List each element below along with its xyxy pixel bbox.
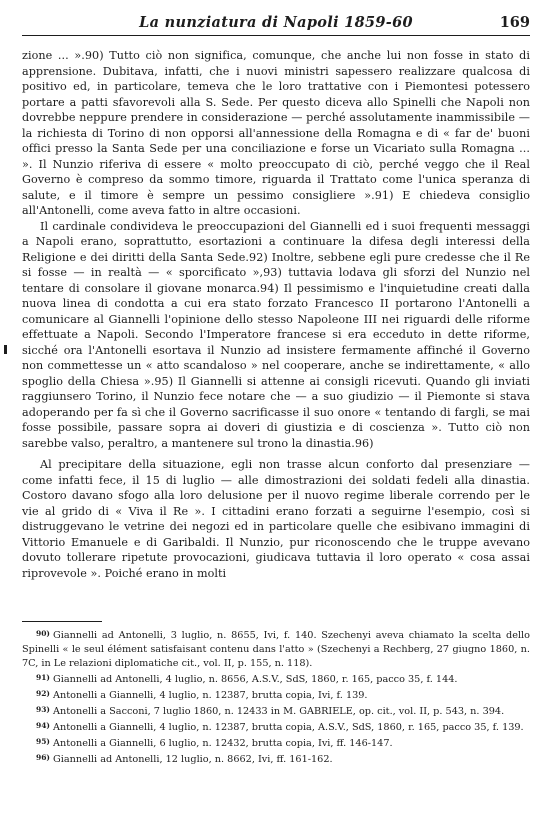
footnote-marker: 90)	[36, 629, 50, 638]
footnote-text: Antonelli a Giannelli, 6 luglio, n. 12432, brutta copia, Ivi, ff. 146-147.	[53, 738, 393, 749]
footnote-marker: 91)	[36, 673, 50, 682]
footnote-text: Antonelli a Giannelli, 4 luglio, n. 12387, brutta copia, A.S.V., SdS, 1860, r. 165, pacco 35, f. 139.	[53, 722, 524, 733]
footnote-marker: 93)	[36, 705, 50, 714]
footnote-rule	[22, 621, 102, 622]
footnote-marker: 94)	[36, 721, 50, 730]
footnote	[22, 671, 530, 687]
footnote-marker: 95)	[36, 737, 50, 746]
paragraph: Il cardinale condivideva le preoccupazioni del Giannelli ed i suoi frequenti messaggi a Napoli erano, soprattutto, esortazioni a continuare la difesa degli interessi della Religione e dei diritti della Santa Sede.92) Inoltre, sebbene egli pure credesse che il Re si fosse — in realtà — « sporcificato »,93) tuttavia lodava gli sforzi del Nunzio nel tentare di consolare il giovane monarca.94) Il pessimismo e l'inquietudine creati dalla nuova linea di condotta a cui era stato forzato Francesco II portarono l'Antonelli a comunicare al Giannelli l'opinione dello stesso Napoleone III nei riguardi delle riforme effettuate a Napoli. Secondo l'Imperatore francese si era ecceduto in dette riforme, sicché ora l'Antonelli esortava il Nunzio ad insistere fermamente affinché il Governo non commettesse un « atto scandaloso » nel cooperare, anche se indirettamente, « allo spoglio della Chiesa ».95) Il Giannelli si attenne ai consigli ricevuti. Quando gli inviati raggiunsero Torino, il Nunzio fece notare che — a suo giudizio — il Piemonte si stava adoperando per fa sì che il Governo sacrificasse il suo onore « tentando di fargli, se mai fosse possibile, passare sopra ai doveri di giustizia e di coscienza ». Tutto ciò non sarebbe valso, peraltro, a mantenere sul trono la dinastia.96)	[22, 219, 530, 450]
footnotes	[22, 627, 530, 767]
paragraph: Al precipitare della situazione, egli non trasse alcun conforto dal presenziare — come infatti fece, il 15 di luglio — alle dimostrazioni dei soldati fedeli alla dinastia. Costoro davano sfogo alla loro delusione per il nuovo regime liberale correndo per le vie al grido di « Viva il Re ». I cittadini erano forzati a seguirne l'esempio, così si distruggevano le vetrine dei negozi ed in particolare quelle che esibivano immagini di Vittorio Emanuele e di Garibaldi. Il Nunzio, pur riconoscendo che le truppe avevano dovuto tollerare ripetute provocazioni, giudicava tuttavia il loro operato « cosa assai riprovevole ». Poiché erano in molti	[22, 458, 530, 580]
footnote-marker: 92)	[36, 689, 50, 698]
footnote	[22, 703, 530, 719]
footnote-text: Antonelli a Sacconi, 7 luglio 1860, n. 12433 in M. GABRIELE, op. cit., vol. II, p. 543, n. 394.	[53, 706, 505, 717]
footnote-marker: 96)	[36, 753, 50, 762]
running-title: La nunziatura di Napoli 1859-60	[139, 14, 413, 31]
footnote	[22, 719, 530, 735]
footnote-text: Antonelli a Giannelli, 4 luglio, n. 12387, brutta copia, Ivi, f. 139.	[53, 690, 368, 701]
footnote-text: Giannelli ad Antonelli, 3 luglio, n. 8655, Ivi, f. 140. Szechenyi aveva chiamato la scelta dello Spinelli « le seul élément satisfaisant contenu dans l'atto » (Szechenyi a Rechberg, 27 giugno 1860, n. 7C, in Le relazioni diplomatiche cit., vol. II, p. 155, n. 118).	[22, 630, 530, 669]
footnote-text: Giannelli ad Antonelli, 12 luglio, n. 8662, Ivi, ff. 161-162.	[53, 754, 333, 765]
footnote-text: Giannelli ad Antonelli, 4 luglio, n. 8656, A.S.V., SdS, 1860, r. 165, pacco 35, f. 144.	[53, 674, 458, 685]
page-number: 169	[499, 14, 530, 31]
footnote	[22, 627, 530, 671]
margin-mark	[4, 345, 7, 354]
footnote	[22, 687, 530, 703]
footnote	[22, 751, 530, 767]
paragraph: zione ... ».90) Tutto ciò non significa, comunque, che anche lui non fosse in stato di apprensione. Dubitava, infatti, che i nuovi ministri sapessero realizzare qualcosa di positivo ed, in particolare, temeva che le loro trattative con i Piemontesi potessero portare a patti sfavorevoli alla S. Sede. Per questo diceva allo Spinelli che Napoli non dovrebbe neppure prendere in considerazione — perché assolutamente inammissibile — la richiesta di Torino di non opporsi all'annessione della Romagna e di « far de' buoni offici presso la Santa Sede per una conciliazione e forse un Vicariato sulla Romagna ... ». Il Nunzio riferiva di essere « molto preoccupato di ciò, perché veggo che il Real Governo è compreso da sommo timore, riguarda il Trattato come l'unica speranza di salute, e il timore è sempre un pessimo consigliere ».91) E chiedeva consiglio all'Antonelli, come aveva fatto in altre occasioni.	[22, 49, 530, 217]
main-text	[22, 48, 530, 581]
footnote	[22, 735, 530, 751]
page-header	[22, 12, 530, 34]
header-rule	[22, 35, 530, 36]
